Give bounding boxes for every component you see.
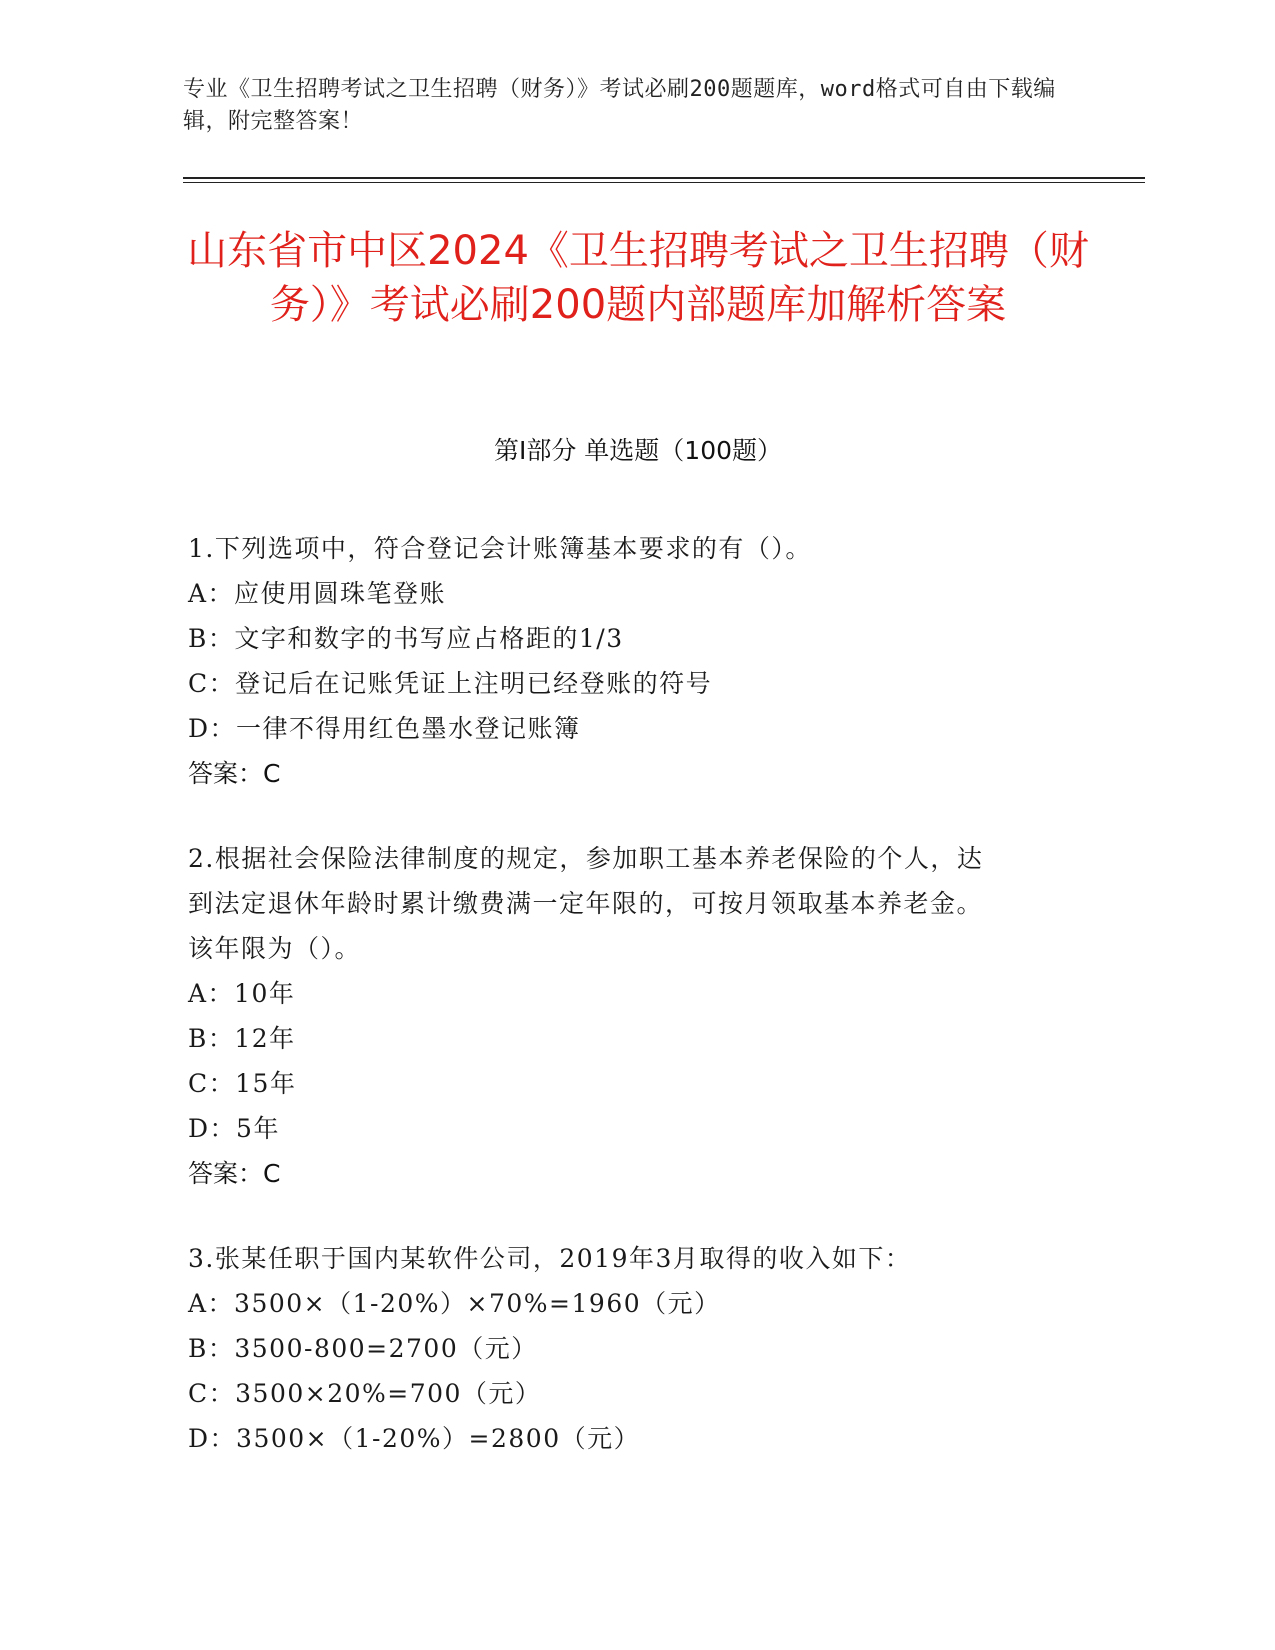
question-stem-line-3: 该年限为（）。 bbox=[188, 934, 362, 963]
section-heading: 第Ⅰ部分 单选题（100题） bbox=[493, 436, 783, 465]
header-divider-thin bbox=[183, 182, 1145, 183]
option-a: A：10年 bbox=[188, 979, 296, 1008]
answer: 答案：C bbox=[188, 759, 281, 788]
option-d: D：3500×（1-20%）=2800（元） bbox=[188, 1424, 641, 1453]
option-a: A：应使用圆珠笔登账 bbox=[188, 579, 447, 608]
header-divider-thick bbox=[183, 177, 1145, 179]
question-stem-line-1: 2.根据社会保险法律制度的规定，参加职工基本养老保险的个人，达 bbox=[188, 844, 984, 873]
option-b: B：文字和数字的书写应占格距的1/3 bbox=[188, 624, 624, 653]
question-stem: 1.下列选项中，符合登记会计账簿基本要求的有（）。 bbox=[188, 534, 812, 563]
document-title: 山东省市中区2024《卫生招聘考试之卫生招聘（财务）》考试必刷200题内部题库加解析答案 bbox=[187, 228, 1089, 328]
header-note: 专业《卫生招聘考试之卫生招聘（财务）》考试必刷200题题库，word格式可自由下载编辑，附完整答案！ bbox=[183, 77, 1056, 134]
question-1 bbox=[188, 526, 1068, 796]
question-stem-line-2: 到法定退休年龄时累计缴费满一定年限的，可按月领取基本养老金。 bbox=[188, 889, 984, 918]
option-b: B：3500-800=2700（元） bbox=[188, 1334, 538, 1363]
question-stem: 3.张某任职于国内某软件公司，2019年3月取得的收入如下： bbox=[188, 1244, 912, 1273]
question-2 bbox=[188, 836, 1068, 1196]
option-a: A：3500×（1-20%）×70%=1960（元） bbox=[188, 1289, 721, 1318]
option-c: C：15年 bbox=[188, 1069, 297, 1098]
option-b: B：12年 bbox=[188, 1024, 296, 1053]
option-d: D：一律不得用红色墨水登记账簿 bbox=[188, 714, 581, 743]
option-d: D：5年 bbox=[188, 1114, 280, 1143]
question-list bbox=[188, 526, 1068, 1501]
question-3 bbox=[188, 1236, 1068, 1461]
option-c: C：3500×20%=700（元） bbox=[188, 1379, 542, 1408]
answer: 答案：C bbox=[188, 1159, 281, 1188]
option-c: C：登记后在记账凭证上注明已经登账的符号 bbox=[188, 669, 713, 698]
